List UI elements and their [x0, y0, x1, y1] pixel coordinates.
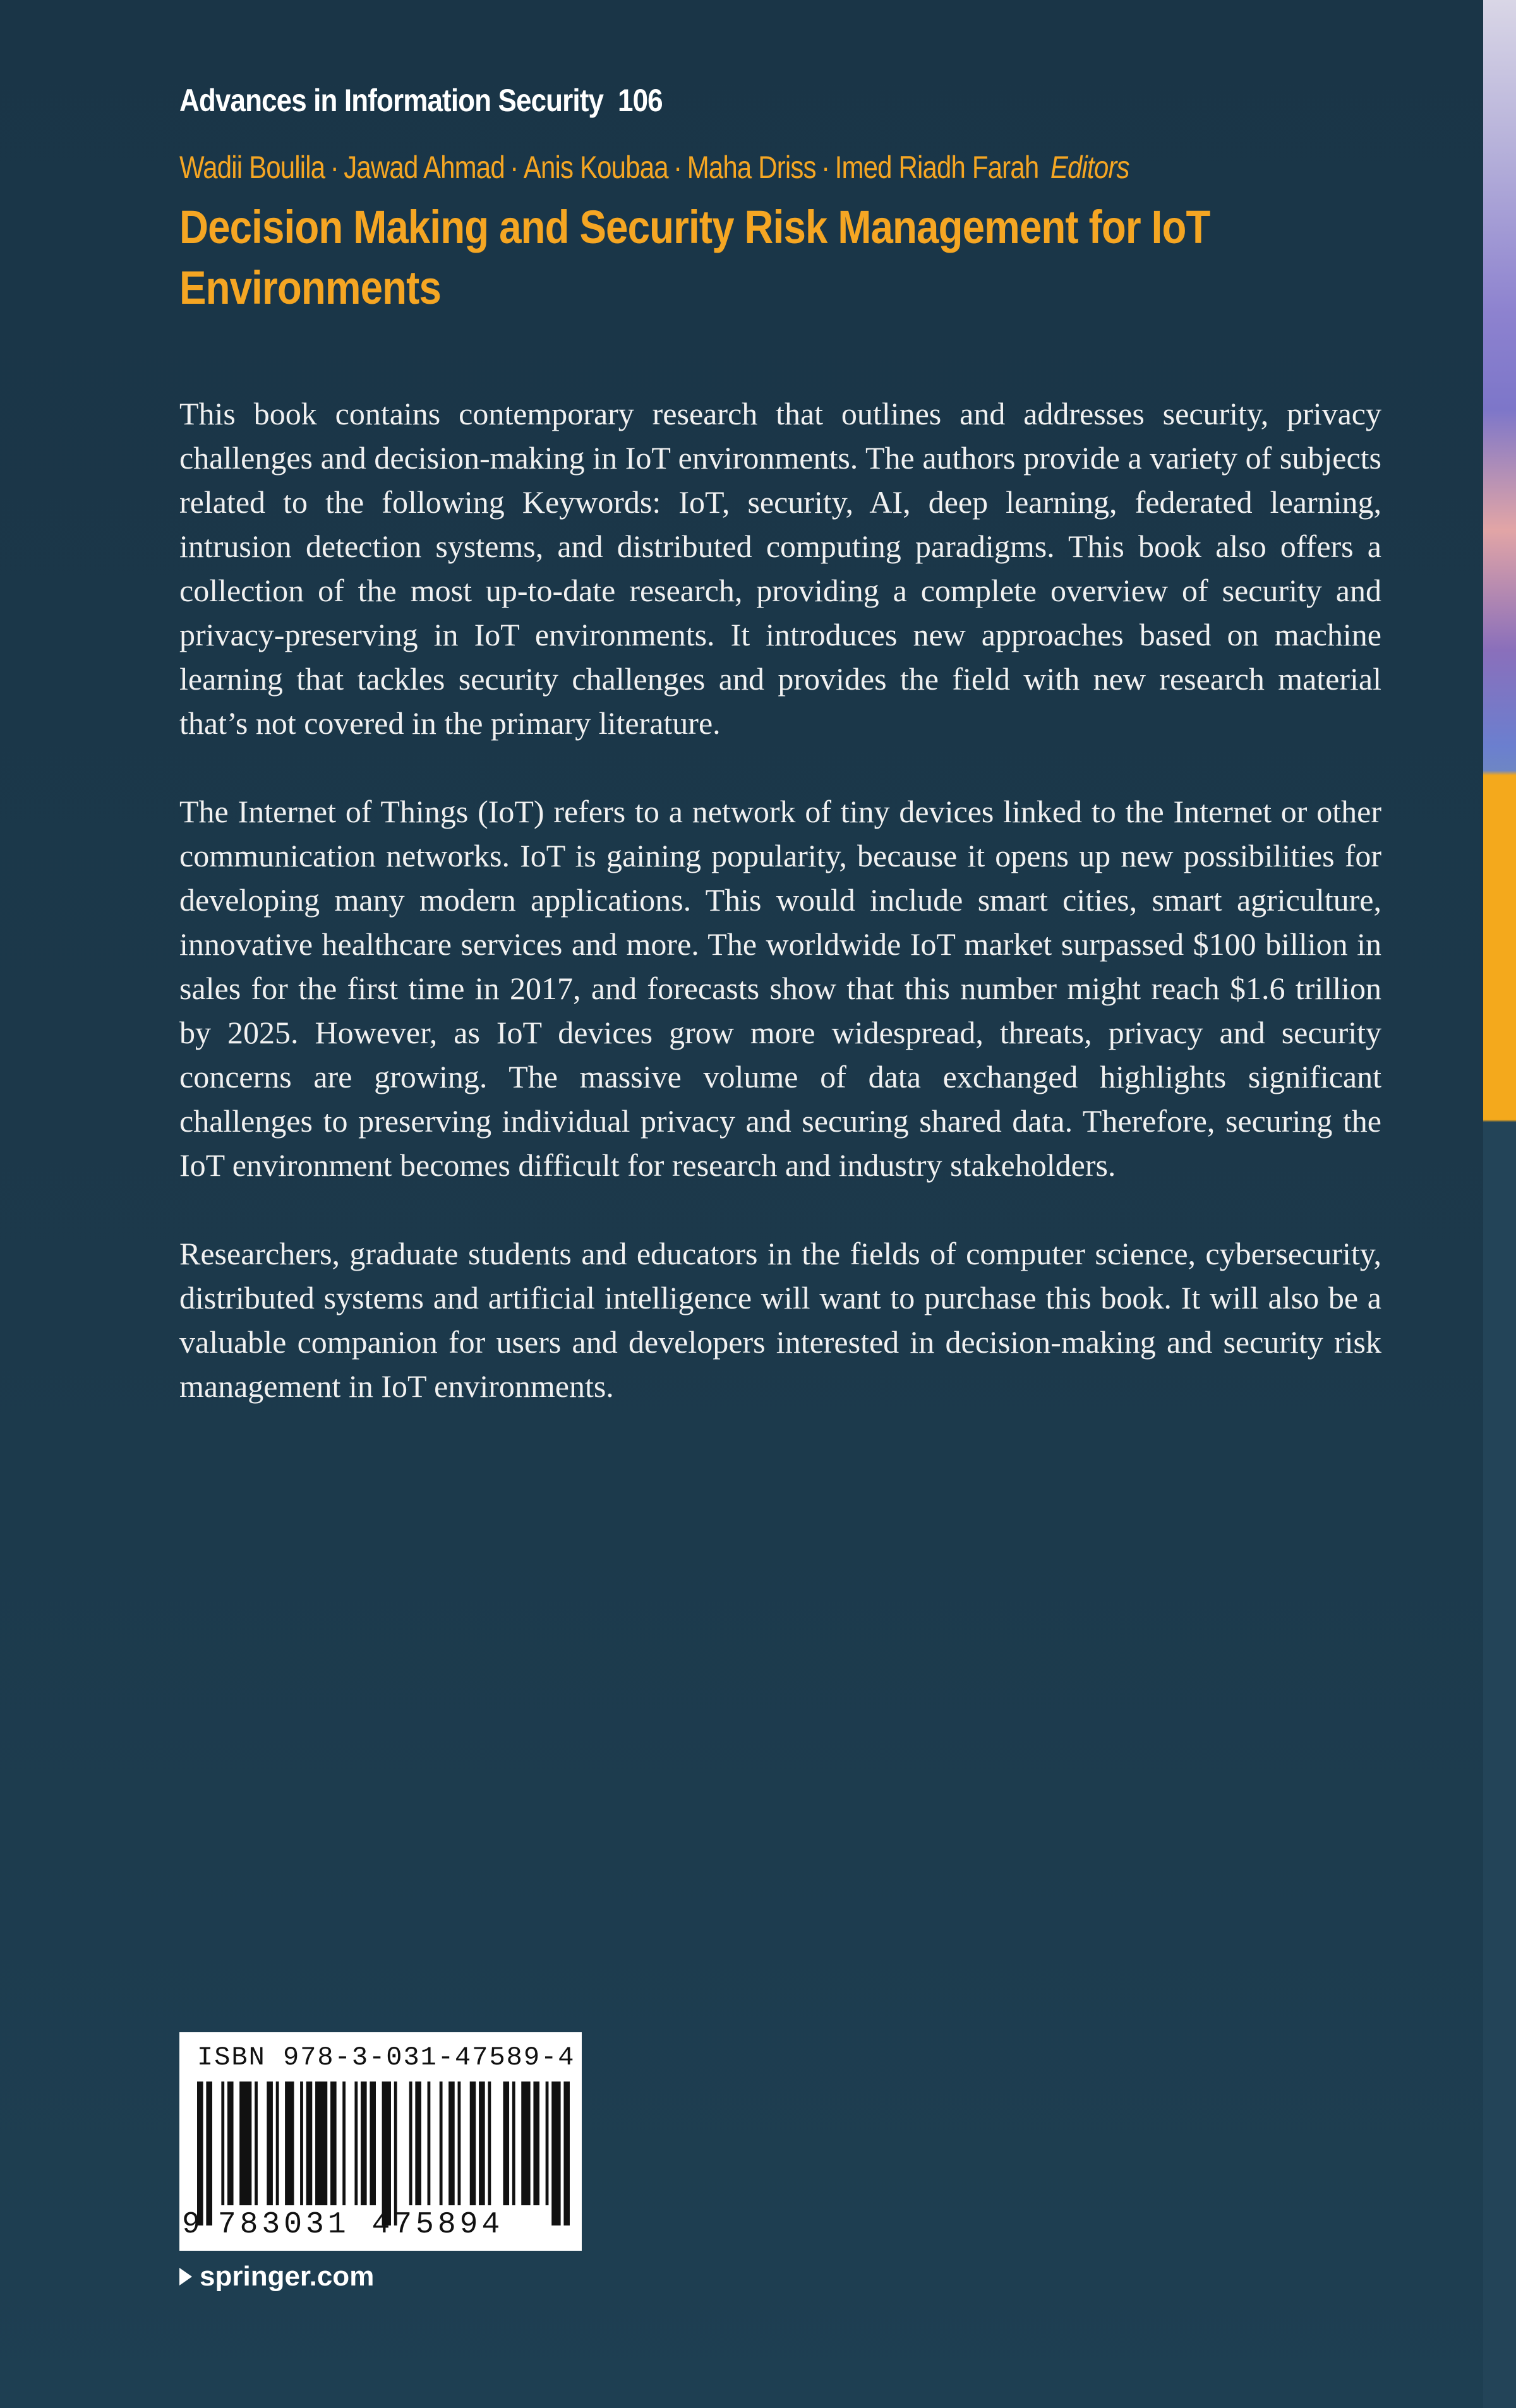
series-heading [179, 82, 663, 119]
barcode-bar [512, 2082, 515, 2205]
publisher-site: springer.com [200, 2261, 375, 2292]
barcode-digits-rest: 783031 475894 [217, 2208, 504, 2242]
barcode-bar [479, 2082, 485, 2205]
editor-name: Imed Riadh Farah [834, 150, 1039, 185]
barcode-bar [503, 2082, 509, 2205]
barcode-bar [428, 2082, 431, 2205]
editor-separator: · [510, 150, 519, 185]
editor-separator: · [673, 150, 682, 185]
barcode-bar [409, 2082, 412, 2205]
editor-separator: · [330, 150, 339, 185]
editor-name: Wadii Boulila [179, 150, 325, 185]
barcode-bars [197, 2082, 570, 2225]
barcode-bar [458, 2082, 461, 2205]
isbn-barcode [179, 2032, 582, 2251]
editor-name: Anis Koubaa [523, 150, 668, 185]
barcode-bar [361, 2082, 367, 2205]
editor-separator: · [821, 150, 830, 185]
description-paragraph: This book contains contemporary research that outlines and addresses security, privacy challenges and decision-making in IoT environments. The authors provide a variety of subjects related to the following Keywords: IoT, security, AI, deep learning, federated learning, intrusion detection systems, and distributed computing paradigms. This book also offers a collection of the most up-to-date research, providing a complete overview of security and privacy-preserving in IoT environments. It introduces new approaches based on machine learning that tackles security challenges and provides the field with new research material that’s not covered in the primary literature. [179, 396, 1381, 741]
barcode-bar [521, 2082, 530, 2205]
barcode-bar [239, 2082, 251, 2205]
barcode-bar [415, 2082, 421, 2205]
barcode-bar [300, 2082, 303, 2205]
barcode-bar [546, 2082, 549, 2205]
series-number: 106 [618, 83, 663, 118]
barcode-bar [551, 2082, 560, 2225]
barcode-bar [394, 2082, 397, 2225]
barcode-bar [470, 2082, 476, 2205]
barcode-bar [315, 2082, 327, 2205]
barcode-digit-first: 9 [182, 2208, 204, 2242]
barcode-bar [370, 2082, 376, 2205]
description-paragraph: Researchers, graduate students and educators in the fields of computer science, cybersecurity, distributed systems and artificial intelligence will want to purchase this book. It will also be a valuable companion for users and developers interested in decision-making and security risk management in IoT environments. [179, 1236, 1381, 1404]
book-title [179, 197, 1212, 318]
publisher-link[interactable] [179, 2261, 374, 2292]
book-description [179, 392, 1381, 1453]
series-name: Advances in Information Security [179, 83, 604, 118]
barcode-bar [255, 2082, 258, 2205]
isbn-label: ISBN 978-3-031-47589-4 [197, 2042, 575, 2073]
barcode-bar [342, 2082, 346, 2205]
play-arrow-icon [179, 2268, 192, 2285]
barcode-bar [533, 2082, 539, 2205]
barcode-bar [488, 2082, 491, 2205]
barcode-bar [382, 2082, 391, 2225]
book-title-line: Decision Making and Security Risk Management for IoT [179, 201, 1210, 253]
editors-line [179, 149, 1129, 186]
barcode-bar [267, 2082, 273, 2205]
barcode-bar [306, 2082, 313, 2205]
description-paragraph: The Internet of Things (IoT) refers to a network of tiny devices linked to the Internet or other communication networks. IoT is gaining popularity, because it opens up new possibilities for developing many modern applications. This would include smart cities, smart agriculture, innovative healthcare services and more. The worldwide IoT market surpassed $100 billion in sales for the first time in 2017, and forecasts show that this number might reach $1.6 trillion by 2025. However, as IoT devices grow more widespread, threats, privacy and security concerns are growing. The massive volume of data exchanged highlights significant challenges to preserving individual privacy and securing shared data. Therefore, securing the IoT environment becomes difficult for research and industry stakeholders. [179, 794, 1381, 1183]
barcode-bar [563, 2082, 570, 2225]
barcode-bar [206, 2082, 212, 2225]
barcode-bar [221, 2082, 224, 2205]
barcode-bar [354, 2082, 358, 2205]
editor-name: Jawad Ahmad [344, 150, 505, 185]
editor-name: Maha Driss [687, 150, 816, 185]
barcode-bar [276, 2082, 279, 2205]
barcode-digits [182, 2208, 503, 2242]
barcode-bar [197, 2082, 203, 2225]
barcode-bar [285, 2082, 294, 2205]
editors-role: Editors [1050, 150, 1129, 185]
barcode-bar [440, 2082, 443, 2205]
barcode-bar [330, 2082, 337, 2205]
book-title-line: Environments [179, 261, 442, 314]
barcode-bar [227, 2082, 234, 2205]
barcode-bar [448, 2082, 455, 2205]
spine-color-strip [1483, 0, 1516, 2408]
